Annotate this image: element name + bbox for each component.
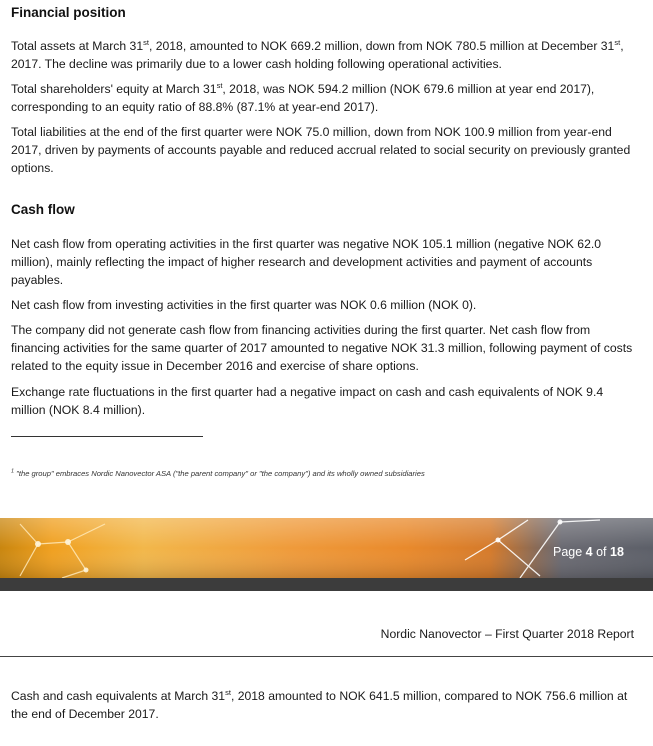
footnote-marker: 1 bbox=[11, 468, 15, 475]
financial-position-paragraph-3: Total liabilities at the end of the first quarter were NOK 75.0 million, down from NOK 100.9 million from year-end 2017, driven by payments of accounts payable and reduced accrual related to social security on previously granted options. bbox=[11, 125, 631, 175]
text-span: Cash and cash equivalents at March 31 bbox=[11, 689, 226, 703]
ordinal-suffix: st bbox=[614, 37, 621, 47]
cash-flow-paragraph-2: Net cash flow from investing activities in the first quarter was NOK 0.6 million (NOK 0). bbox=[11, 298, 477, 312]
cash-flow-paragraph-3: The company did not generate cash flow from financing activities during the first quarter. Net cash flow from financing activities for the same quarter of 2017 amounted to negative NOK 31.3 million, following payment of costs related to the equity issue in December 2016 and exercise of share options. bbox=[11, 323, 633, 373]
financial-position-paragraph-2 bbox=[11, 80, 639, 116]
header-rule bbox=[0, 656, 653, 657]
page-current: 4 bbox=[585, 545, 593, 559]
cash-flow-paragraph-1: Net cash flow from operating activities in the first quarter was negative NOK 105.1 million (negative NOK 62.0 million), mainly reflecting the impact of higher research and development activities and payment of accounts payables. bbox=[11, 237, 602, 287]
next-page-header: Nordic Nanovector – First Quarter 2018 Report bbox=[380, 627, 634, 641]
text-span: , 2018, amounted to NOK 669.2 million, down from NOK 780.5 million at December 31 bbox=[148, 39, 615, 53]
text-span: , 2018, was NOK 594.2 million (NOK 679.6 million at year end 2017), corresponding to an equity ratio of 88.8% (87.1% at year-end 2017). bbox=[11, 82, 595, 114]
text-span: , 2017. The decline was primarily due to a lower cash holding following operational activities. bbox=[11, 39, 624, 71]
ordinal-suffix: st bbox=[143, 37, 149, 47]
financial-position-paragraph-1 bbox=[11, 37, 639, 73]
text-span: Total assets at March 31 bbox=[11, 39, 144, 53]
page-total: 18 bbox=[610, 545, 624, 559]
ordinal-suffix: st bbox=[216, 80, 223, 90]
text-span: Total shareholders' equity at March 31 bbox=[11, 82, 217, 96]
cash-flow-heading: Cash flow bbox=[11, 202, 75, 217]
page-label: Page bbox=[553, 545, 586, 559]
footer-dark-band bbox=[0, 578, 653, 591]
financial-position-heading: Financial position bbox=[11, 5, 126, 20]
page-number bbox=[553, 545, 624, 559]
text-span: , 2018 amounted to NOK 641.5 million, compared to NOK 756.6 million at the end of December 2017. bbox=[11, 689, 628, 721]
footnote-text: "the group" embraces Nordic Nanovector ASA ("the parent company" or "the company") and its wholly owned subsidiaries bbox=[14, 469, 425, 478]
ordinal-suffix: st bbox=[225, 687, 231, 697]
footnote-separator bbox=[11, 436, 203, 437]
cash-flow-paragraph-4: Exchange rate fluctuations in the first quarter had a negative impact on cash and cash equivalents of NOK 9.4 million (NOK 8.4 million). bbox=[11, 385, 604, 417]
footnote bbox=[11, 469, 425, 478]
next-page-paragraph-1 bbox=[11, 687, 639, 723]
page-of-label: of bbox=[592, 545, 610, 559]
